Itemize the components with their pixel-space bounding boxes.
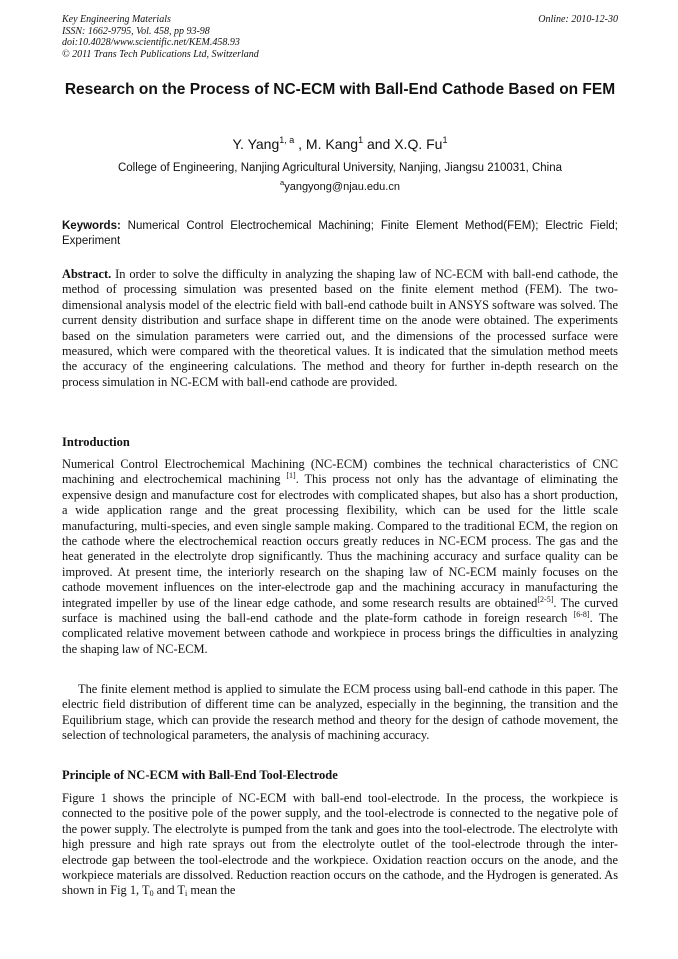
introduction-heading: Introduction: [62, 435, 130, 449]
email-line: [62, 180, 618, 194]
journal-header: [62, 14, 618, 60]
principle-paragraph: [62, 791, 618, 899]
journal-name: Key Engineering Materials: [62, 14, 171, 25]
affiliation: College of Engineering, Nanjing Agricultural University, Nanjing, Jiangsu 210031, China: [117, 162, 563, 174]
intro-text-d: . The complicated relative movement between cathode and workpiece in process brings the difficulties in analyzing the shaping law of NC-ECM.: [62, 611, 618, 656]
principle-text-c: mean the: [187, 883, 236, 898]
intro-text-c: . The curved surface is machined using the ball-end cathode and the plate-form cathode in foreign research: [62, 595, 619, 626]
author-1-name: Y. Yang: [232, 136, 280, 152]
author-3-name: and X.Q. Fu: [363, 136, 443, 152]
doi-line: doi:10.4028/www.scientific.net/KEM.458.93: [62, 37, 240, 48]
citation-6-8: [6-8]: [573, 610, 590, 620]
subscript-i: i: [185, 889, 188, 899]
introduction-paragraph-1: [62, 457, 618, 657]
author-list: [62, 135, 618, 153]
keywords-label: Keywords:: [62, 220, 121, 232]
principle-text-a: Figure 1 shows the principle of NC-ECM with ball-end tool-electrode. In the process, the workpiece is connected to the positive pole of the power supply, and the tool-electrode is connected to the negative pole of the power supply. The electrolyte is pumped from the tank and goes into the tool-electrode. The electrolyte with high pressure and high rate sprays out from the electrolyte outlet of the tool-electrode through the inter-electrode gap between the tool-electrode and the workpiece. Oxidation reaction occurs on the anode, and the workpiece materials are dissolved. Reduction reaction occurs on the cathode, and the Hydrogen is generated. As shown in Fig 1, T: [62, 791, 619, 898]
intro-text-b: . This process not only has the advantage of eliminating the expensive design and manufacture cost for electrodes with complicated shapes, but also has a short production, a wide application range and the great processing flexibility, which can be used for the little scale manufacturing, multi-species, and even single sample making. Compared to the traditional ECM, the region on the cathode where the electrochemical reaction occurs greatly reduces in NC-ECM process. The gas and the heat generated in the electrolyte drop significantly. Thus the machining accuracy and surface quality can be improved. At present time, the interiorly research on the shaping law of NC-ECM mainly focuses on the cathode movement influences on the inter-electrode gap and the machining accuracy in manufacturing the integrated impeller by use of the linear edge cathode, and some research results are obtained: [62, 472, 619, 610]
copyright-line: © 2011 Trans Tech Publications Ltd, Switzerland: [62, 48, 259, 60]
citation-1: [1]: [286, 471, 296, 481]
principle-text-b: and T: [153, 883, 185, 898]
citation-2-5: [2-5]: [537, 594, 554, 604]
principle-heading: Principle of NC-ECM with Ball-End Tool-Electrode: [62, 768, 338, 782]
abstract-text: In order to solve the difficulty in analyzing the shaping law of NC-ECM with ball-end cathode, the method of processing simulation was presented based on the finite element method (FEM). The two-dimensional analysis model of the electric field with ball-end cathode built in ANSYS software was solved. The current density distribution and surface shape in different time on the anode were obtained. The experiments based on the simulation parameters were carried out, and the dimensions of the processed surface were measured, which were compared with the theoretical values. It is indicated that the simulation method meets the accuracy of the engineering calculations. The method and theory for further in-depth research on the process simulation in NC-ECM with ball-end cathode are provided.: [62, 267, 618, 389]
paper-title: Research on the Process of NC-ECM with Ball-End Cathode Based on FEM: [64, 81, 616, 98]
online-date: Online: 2010-12-30: [538, 14, 618, 25]
keywords-text: Numerical Control Electrochemical Machining; Finite Element Method(FEM); Electric Field; Experiment: [62, 220, 618, 247]
author-1-sup: 1, a: [279, 135, 295, 145]
email-address: yangyong@njau.edu.cn: [284, 181, 400, 193]
abstract-label: Abstract.: [62, 267, 112, 281]
keywords: [62, 219, 618, 248]
abstract: [62, 267, 618, 390]
subscript-0: 0: [149, 889, 154, 899]
author-3-sup: 1: [442, 135, 448, 145]
email-sup: a: [280, 178, 285, 187]
issn-line: ISSN: 1662-9795, Vol. 458, pp 93-98: [62, 25, 210, 37]
author-2-name: , M. Kang: [294, 136, 359, 152]
author-2-sup: 1: [358, 135, 364, 145]
introduction-paragraph-2: The finite element method is applied to simulate the ECM process using ball-end cathode in this paper. The electric field distribution of different time can be analyzed, especially in the beginning, the transition and the Equilibrium stage, which can provide the research method and theory for the design of cathode movement, the selection of technological parameters, the analysis of machining accuracy.: [62, 682, 618, 743]
intro-text-a: Numerical Control Electrochemical Machining (NC-ECM) combines the technical characteristics of CNC machining and electrochemical machining: [62, 457, 618, 487]
